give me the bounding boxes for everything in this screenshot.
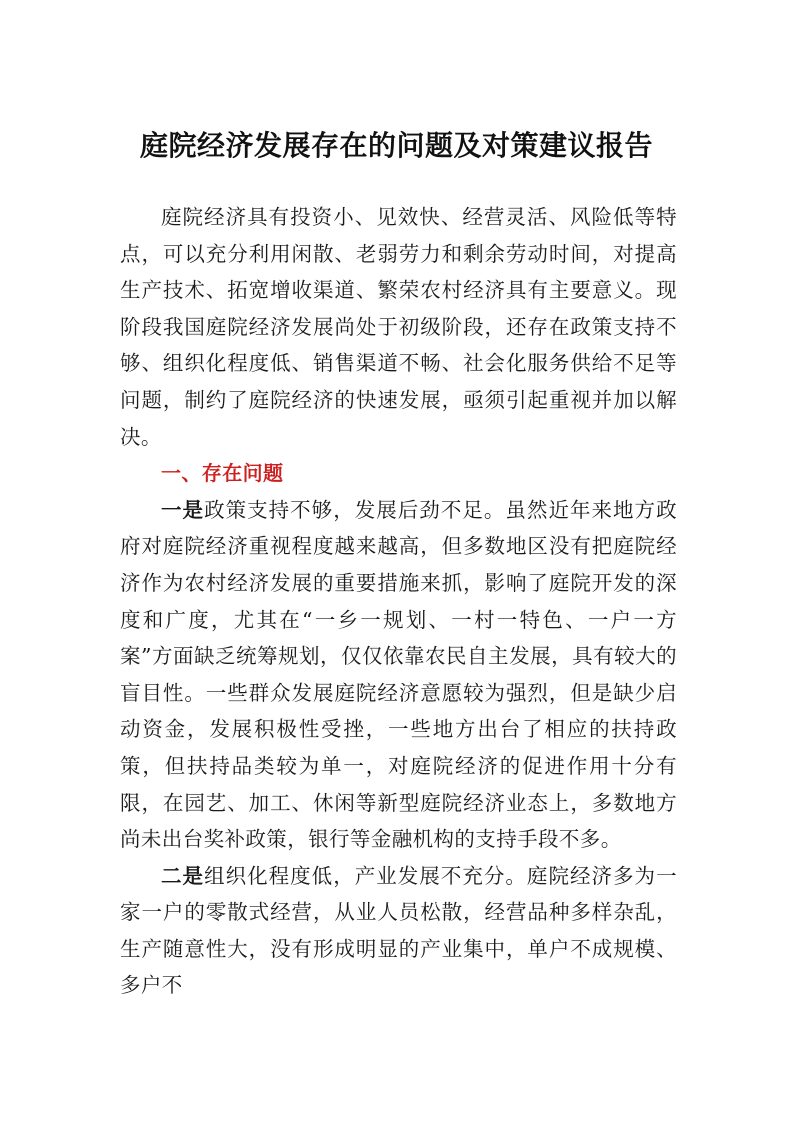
point-paragraph-1 — [120, 492, 677, 858]
section-heading-text: 一、存在问题 — [161, 461, 284, 486]
point-paragraph-2 — [120, 858, 677, 1004]
point-2-lead: 二是 — [161, 863, 205, 888]
document-title: 庭院经济发展存在的问题及对策建议报告 — [139, 129, 653, 162]
point-1-text: 政策支持不够，发展后劲不足。虽然近年来地方政府对庭院经济重视程度越来越高，但多数地区没有把庭院经济作为农村经济发展的重要措施来抓，影响了庭院开发的深度和广度，尤其在“一乡一规划、一村一特色、一户一方案”方面缺乏统筹规划，仅仅依靠农民自主发展，具有较大的盲目性。一些群众发展庭院经济意愿较为强烈，但是缺少启动资金，发展积极性受挫，一些地方出台了相应的扶持政策，但扶持品类较为单一，对庭院经济的促进作用十分有限，在园艺、加工、休闲等新型庭院经济业态上，多数地方尚未出台奖补政策，银行等金融机构的支持手段不多。 — [120, 497, 677, 852]
point-2-text: 组织化程度低，产业发展不充分。庭院经济多为一家一户的零散式经营，从业人员松散，经营品种多样杂乱，生产随意性大，没有形成明显的产业集中，单户不成规模、多户不 — [120, 863, 677, 998]
document-body — [120, 199, 677, 1004]
section-heading — [120, 455, 677, 492]
intro-paragraph: 庭院经济具有投资小、见效快、经营灵活、风险低等特点，可以充分利用闲散、老弱劳力和剩余劳动时间，对提高生产技术、拓宽增收渠道、繁荣农村经济具有主要意义。现阶段我国庭院经济发展尚处于初级阶段，还存在政策支持不够、组织化程度低、销售渠道不畅、社会化服务供给不足等问题，制约了庭院经济的快速发展，亟须引起重视并加以解决。 — [120, 205, 677, 449]
point-1-lead: 一是 — [161, 497, 205, 522]
